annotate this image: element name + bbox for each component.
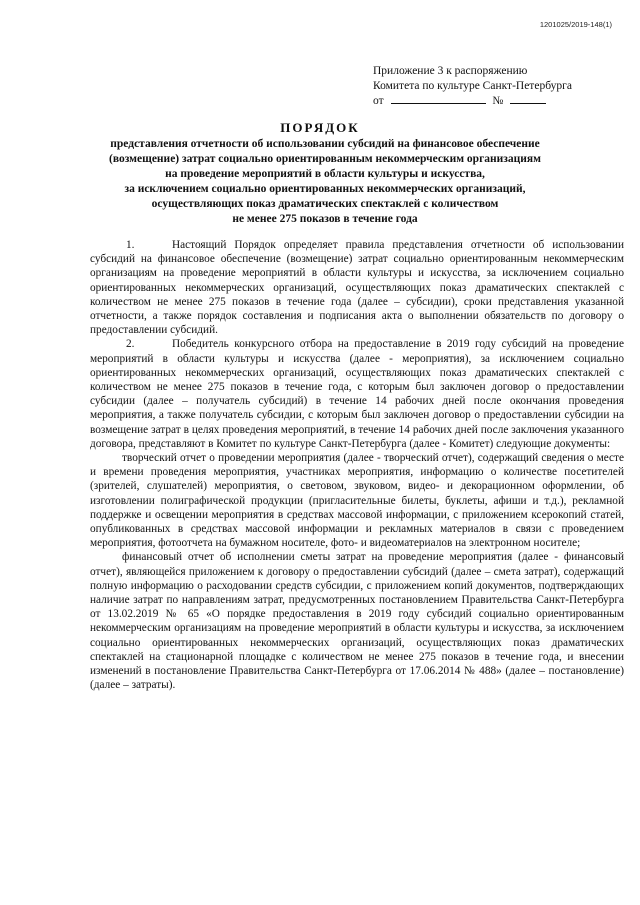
from-label: от [373,95,384,107]
paragraph-number: 1. [126,239,135,251]
paragraph-text: Настоящий Порядок определяет правила представления отчетности об использовании субсидий на финансовое обеспечение (возмещение) затрат социально ориентированным некоммерческим организациям на проведение мероприятий в области культуры и искусства, за исключением социально ориентированных некоммерческих организаций, осуществляющих показ драматических спектаклей с количеством не менее 275 показов в течение года (далее – субсидии), сроки представления указанной отчетности, а также порядок составления и подписания акта о выполнении обязательств по договору о предоставлении субсидий. [90,239,624,337]
document-title: ПОРЯДОК [280,120,360,135]
number-label: № [492,95,504,107]
number-blank [510,93,546,104]
paragraph-financial-report [90,550,624,692]
paragraph-number: 2. [126,338,135,351]
paragraph-text: творческий отчет о проведении мероприятия (далее - творческий отчет), содержащий сведения о месте и времени проведения мероприятия, участниках мероприятия, информацию о количестве посетителей (зрителей, слушателей) мероприятия, о световом, звуковом, видео- и декорационном оформлении, об изготовлении полиграфической продукции (пригласительные билеты, буклеты, афиши и т.д.), рекламной поддержке и освещении мероприятия в средствах массовой информации, с приложением ксерокопий статей, опубликованных в средствах массовой информации и рекламных материалов в связи с проведением мероприятия, фотоотчета на бумажном носителе, фото- и видеоматериалов на электронном носителе; [90,452,624,550]
paragraph-text: Победитель конкурсного отбора на предоставление в 2019 году субсидий на проведение мероприятий в области культуры и искусства (далее - мероприятия), за исключением социально ориентированных некоммерческих организаций, осуществляющих показ драматических спектаклей с количеством не менее 275 показов в течение года, с которым был заключен договор о предоставлении субсидии (далее – получатель субсидий) в течение 14 рабочих дней после окончания проведения мероприятия, а также получатель субсидии, с которым был заключен договор о предоставлении субсидии на возмещение затрат в целях проведения мероприятий, в течение 14 рабочих дней после заключения указанного договора, представляют в Комитет по культуре Санкт-Петербурга (далее - Комитет) следующие документы: [90,338,624,450]
subtitle-line: (возмещение) затрат социально ориентированным некоммерческим организациям [109,153,541,165]
appendix-line-1: Приложение 3 к распоряжению [373,65,528,77]
appendix-line-2: Комитета по культуре Санкт-Петербурга [373,79,572,92]
appendix-date-number-line [373,93,623,109]
date-blank [391,93,486,104]
paragraph-text: финансовый отчет об исполнении сметы затрат на проведение мероприятия (далее - финансовый отчет), являющейся приложением к договору о предоставлении субсидий (далее – смета затрат), содержащий полную информацию о расходовании средств субсидии, с приложением копий документов, подтверждающих наличие затрат по направлениям затрат, предусмотренных постановлением Правительства Санкт-Петербурга от 13.02.2019 № 65 «О порядке предоставления в 2019 году субсидий социально ориентированным некоммерческим организациям на проведение мероприятий в области культуры и искусства, за исключением социально ориентированных некоммерческих организаций, осуществляющих показ драматических спектаклей на стационарной площадке с количеством не менее 275 показов в течение года, и внесении изменений в постановление Правительства Санкт-Петербурга от 17.06.2014 № 488» (далее – постановление) (далее – затраты). [90,551,624,692]
document-subtitle [90,137,560,227]
paragraph-creative-report [90,451,624,550]
subtitle-line: за исключением социально ориентированных некоммерческих организаций, [124,183,526,195]
paragraph-2 [90,337,624,451]
subtitle-line: представления отчетности об использовании субсидий на финансовое обеспечение [110,138,540,150]
subtitle-line: осуществляющих показ драматических спектаклей с количеством [151,198,499,210]
document-code: 1201025/2019-148(1) [539,20,612,29]
appendix-block [373,64,623,109]
subtitle-line: на проведение мероприятий в области культуры и искусства, [165,168,485,180]
document-body [90,238,624,693]
paragraph-1 [90,238,624,337]
subtitle-line: не менее 275 показов в течение года [232,213,418,225]
